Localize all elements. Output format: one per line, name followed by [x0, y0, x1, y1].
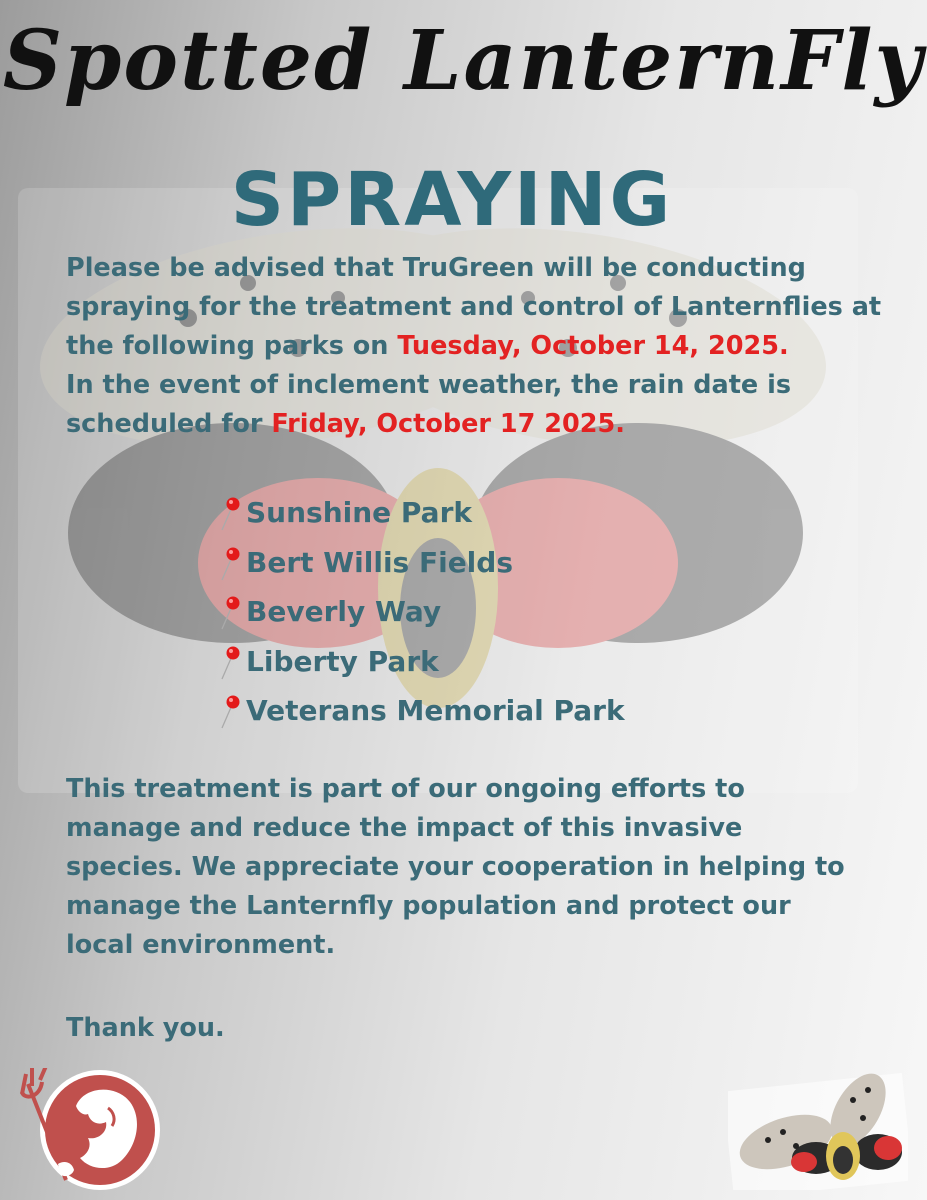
park-name: Bert Willis Fields: [246, 545, 513, 579]
park-name: Sunshine Park: [246, 496, 472, 530]
park-list: [218, 488, 625, 736]
intro-text: [66, 249, 886, 444]
trident-warrior-logo: [18, 1068, 163, 1193]
list-item: [218, 587, 625, 637]
intro-part2: In the event of inclement weather, the rain date is scheduled for: [66, 370, 791, 439]
pushpin-icon: [218, 645, 242, 681]
pushpin-icon: [218, 694, 242, 730]
rain-date: Friday, October 17 2025.: [271, 409, 625, 439]
lanternfly-illustration: [728, 1060, 908, 1190]
list-item: [218, 488, 625, 538]
list-item: [218, 637, 625, 687]
pushpin-icon: [218, 496, 242, 532]
park-name: Liberty Park: [246, 644, 439, 678]
pushpin-icon: [218, 595, 242, 631]
intro-part1: Please be advised that TruGreen will be conducting spraying for the treatment and control of Lanternflies at the following parks on: [66, 253, 882, 361]
title-script: Spotted LanternFly: [2, 13, 925, 109]
list-item: [218, 686, 625, 736]
park-name: Beverly Way: [246, 595, 442, 629]
title-main: SPRAYING: [230, 157, 674, 243]
list-item: [218, 538, 625, 588]
thanks-text: Thank you.: [66, 1013, 225, 1043]
closing-text: This treatment is part of our ongoing efforts to manage and reduce the impact of this invasive species. We appreciate your cooperation in helping to manage the Lanternfly population and protect our local environment.: [66, 774, 845, 960]
park-name: Veterans Memorial Park: [246, 694, 625, 728]
pushpin-icon: [218, 546, 242, 582]
spray-date: Tuesday, October 14, 2025.: [397, 331, 789, 361]
